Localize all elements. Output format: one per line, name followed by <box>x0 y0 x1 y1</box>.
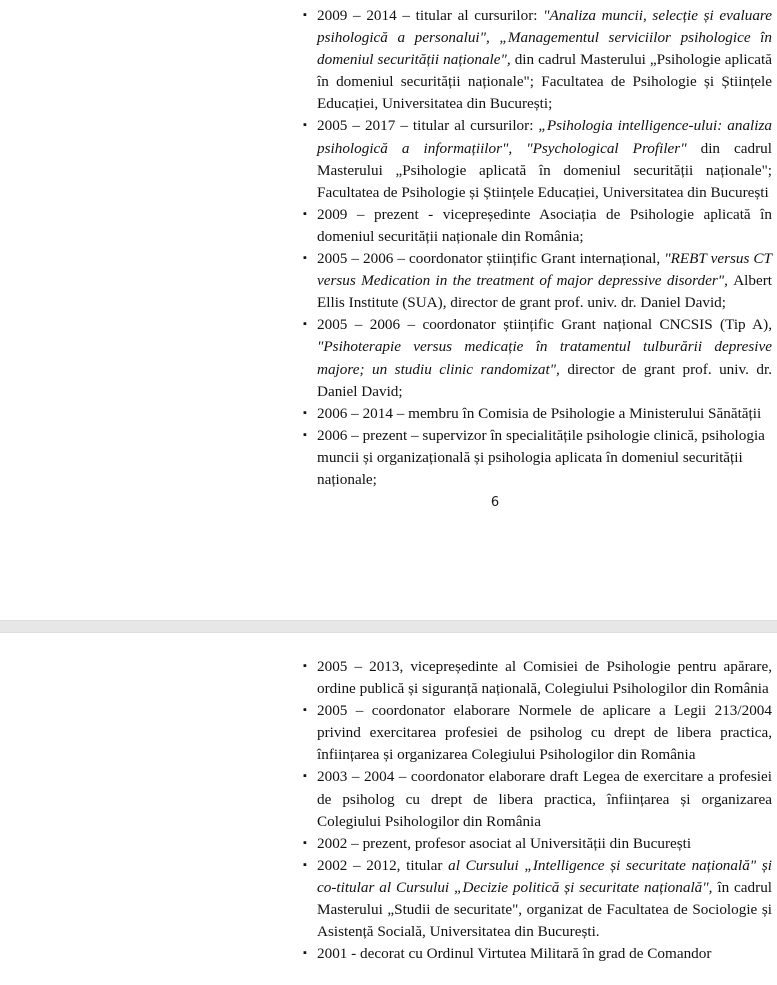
list-item-text-segment: "Psihoterapie versus medicație în tratamentul tulburării depresive majore; un studiu clinic randomizat", <box>317 338 772 378</box>
list-item-text-segment: Albert Ellis Institute (SUA), director de grant prof. univ. dr. Daniel David; <box>317 272 772 312</box>
list-item-text-segment: 2005 – 2017 – titular al cursurilor: <box>317 117 539 135</box>
document-page-7 <box>0 633 777 985</box>
list-item-text-segment: 2006 – 2014 – membru în Comisia de Psihologie a Ministerului Sănătății <box>317 404 762 422</box>
list-item <box>302 425 772 491</box>
list-item-text-segment: director de grant prof. univ. dr. Daniel David; <box>317 360 772 400</box>
list-item-text-segment: 2006 – prezent – supervizor în specialitățile psihologie clinică, psihologia muncii și organizațională și psihologia aplicata în domeniul securității naționale; <box>317 426 765 488</box>
page-7-content <box>302 656 772 965</box>
list-item-text-segment: 2005 – 2006 – coordonator științific Grant internațional, <box>317 250 665 268</box>
list-item-text-segment: 2003 – 2004 – coordonator elaborare draft Legea de exercitare a profesiei de psiholog cu drept de libera practica, înființarea și organizarea Colegiului Psihologilor din România <box>317 768 772 830</box>
list-item <box>302 314 772 402</box>
bullet-list-page-7 <box>302 656 772 965</box>
list-item-text-segment: 2002 – 2012, titular <box>317 856 449 874</box>
list-item-text-segment: 2002 – prezent, profesor asociat al Universității din București <box>317 834 692 852</box>
list-item <box>302 943 772 965</box>
list-item-text-segment: al Cursului „Intelligence și securitate națională" și co-titular al Cursului „Decizie politică și securitate națională", <box>317 856 772 896</box>
list-item-text-segment: „Psihologia intelligence-ului: analiza psihologică a informațiilor", "Psychological Profiler" <box>317 117 772 157</box>
list-item <box>302 248 772 314</box>
list-item <box>302 204 772 248</box>
list-item-text-segment: din cadrul Masterului „Psihologie aplicată în domeniul securității naționale"; Facultatea de Psihologie și Științele Educației, Universitatea din București <box>317 139 772 201</box>
list-item <box>302 833 772 855</box>
list-item-text-segment: "REBT versus CT versus Medication in the treatment of major depressive disorder", <box>317 250 772 290</box>
page-number: 6 <box>490 495 500 511</box>
list-item-text-segment: 2009 – prezent - vicepreședinte Asociația de Psihologie aplicată în domeniul securității naționale din România; <box>317 205 772 245</box>
list-item-text-segment: din cadrul Masterului „Psihologie aplicată în domeniul securității naționale"; Facultatea de Psihologie și Științele Educației, Universitatea din București; <box>317 51 772 113</box>
list-item <box>302 5 772 115</box>
list-item <box>302 656 772 700</box>
list-item-text-segment: 2001 - decorat cu Ordinul Virtutea Militară în grad de Comandor <box>317 945 712 963</box>
page-6-content <box>302 5 772 514</box>
list-item <box>302 115 772 203</box>
list-item <box>302 700 772 766</box>
list-item-text-segment: 2005 – 2013, vicepreședinte al Comisiei de Psihologie pentru apărare, ordine publică și siguranță națională, Colegiului Psihologilor din România <box>317 658 772 698</box>
bullet-list-page-6 <box>302 5 772 491</box>
page-separator-band <box>0 620 777 633</box>
list-item-text-segment: "Analiza muncii, selecție și evaluare psihologică a personalui", „Managementul serviciilor psihologice în domeniul securității naționale", <box>317 7 773 69</box>
list-item-text-segment: 2005 – coordonator elaborare Normele de aplicare a Legii 213/2004 privind exercitarea profesiei de psiholog cu drept de libera practica, înființarea și organizarea Colegiului Psihologilor din România <box>317 702 772 764</box>
list-item-text-segment: 2009 – 2014 – titular al cursurilor: <box>317 7 544 24</box>
list-item-text-segment: în cadrul Masterului „Studii de securitate", organizat de Facultatea de Sociologie și Asistență Socială, Universitatea din București. <box>317 878 773 941</box>
list-item <box>302 766 772 832</box>
list-item <box>302 855 772 943</box>
list-item-text-segment: 2005 – 2006 – coordonator științific Grant național CNCSIS (Tip A), <box>317 316 772 334</box>
list-item <box>302 403 772 425</box>
